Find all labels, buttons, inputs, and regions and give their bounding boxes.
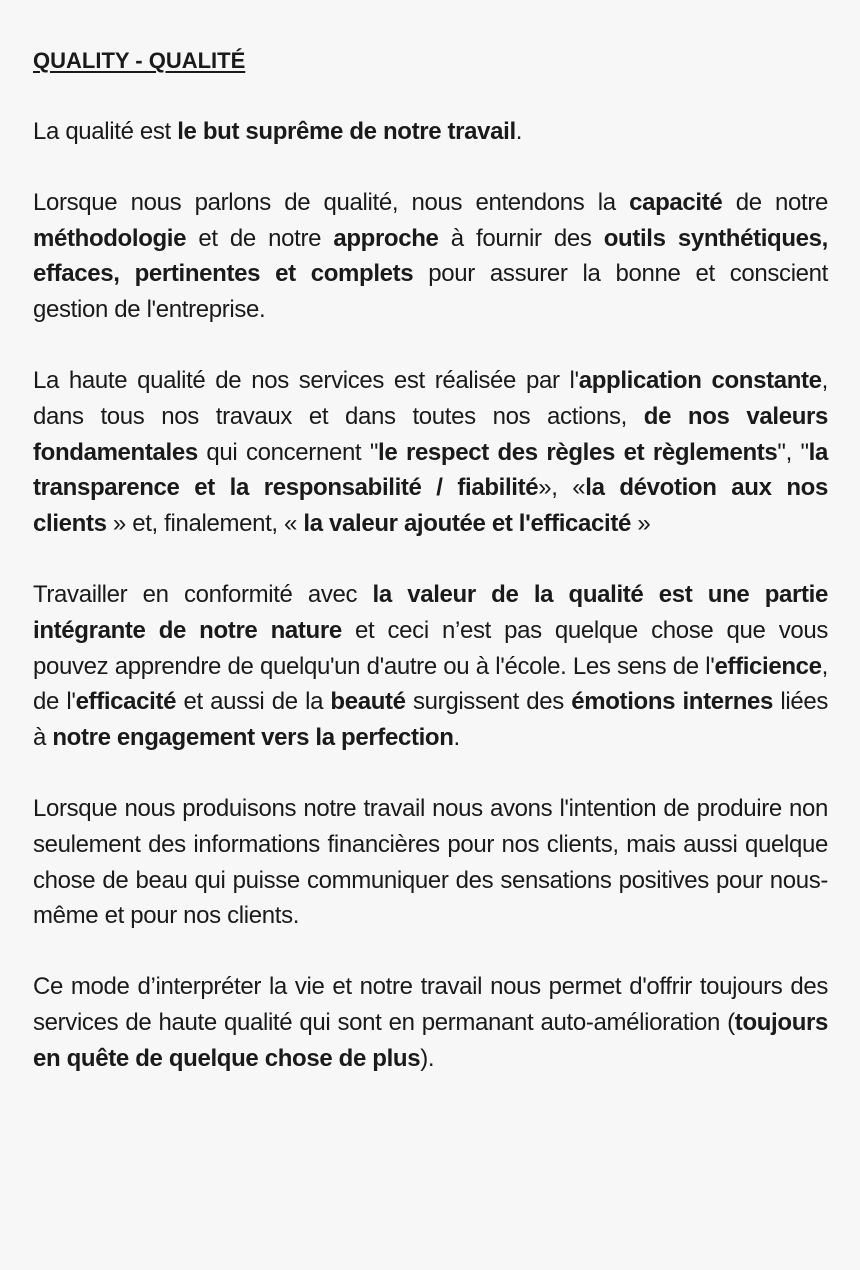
body-text: qui concernent " bbox=[197, 438, 379, 466]
body-text: , dans tous nos travaux et dans toutes nos actions, bbox=[33, 366, 828, 430]
body-text: et aussi de la bbox=[176, 688, 331, 716]
bold-text: toujours en quête de quelque chose de plus bbox=[33, 1008, 828, 1072]
bold-text: notre engagement vers la perfection bbox=[52, 724, 454, 752]
bold-text: efficacité bbox=[75, 688, 177, 716]
bold-text: la valeur ajoutée et l'efficacité bbox=[303, 510, 632, 538]
body-text: . bbox=[453, 724, 460, 752]
bold-text: le but suprême de notre travail bbox=[177, 118, 516, 145]
body-text: Lorsque nous parlons de qualité, nous entendons la bbox=[33, 188, 630, 216]
body-text: ", " bbox=[777, 438, 809, 466]
bold-text: approche bbox=[333, 224, 439, 252]
bold-text: beauté bbox=[330, 688, 406, 716]
document-body bbox=[33, 114, 828, 1077]
body-text: » et, finalement, « bbox=[106, 510, 304, 538]
bold-text: outils synthétiques, effaces, pertinentes et complets bbox=[33, 224, 828, 288]
bold-text: la dévotion aux nos clients bbox=[33, 474, 828, 538]
body-text: La haute qualité de nos services est réalisée par l' bbox=[33, 366, 579, 394]
bold-text: émotions internes bbox=[571, 688, 774, 716]
bold-text: de nos valeurs fondamentales bbox=[33, 402, 828, 466]
body-text: et ceci n’est pas quelque chose que vous pouvez apprendre de quelqu'un d'autre ou à l'école. Les sens de l' bbox=[33, 616, 829, 680]
body-text: Ce mode d’interpréter la vie et notre travail nous permet d'offrir toujours des services de haute qualité qui sont en permanant auto-amélioration ( bbox=[33, 973, 828, 1036]
body-text: », « bbox=[538, 474, 586, 502]
paragraph bbox=[33, 791, 828, 934]
bold-text: la transparence et la responsabilité / fiabilité bbox=[33, 438, 828, 502]
paragraph bbox=[33, 185, 828, 328]
paragraph bbox=[33, 969, 828, 1076]
bold-text: la valeur de la qualité est une partie intégrante de notre nature bbox=[33, 580, 828, 644]
body-text: pour assurer la bonne et conscient gestion de l'entreprise. bbox=[33, 260, 828, 324]
document-title: QUALITY - QUALITÉ bbox=[33, 48, 246, 73]
body-text: . bbox=[515, 118, 523, 145]
paragraph bbox=[33, 114, 828, 150]
paragraph bbox=[33, 363, 828, 542]
bold-text: efficience bbox=[714, 652, 822, 680]
body-text: à fournir des bbox=[438, 224, 604, 252]
body-text: liées à bbox=[33, 688, 828, 752]
bold-text: application constante bbox=[578, 366, 822, 394]
body-text: ). bbox=[420, 1044, 435, 1072]
bold-text: le respect des règles et règlements bbox=[378, 438, 778, 466]
body-text: et de notre bbox=[186, 224, 334, 252]
body-text: » bbox=[631, 510, 651, 538]
body-text: Lorsque nous produisons notre travail nous avons l'intention de produire non seulement des informations financières pour nos clients, mais aussi quelque chose de beau qui puisse communiquer des sensations positives pour nous-même et pour nos clients. bbox=[33, 794, 828, 930]
body-text: de notre bbox=[722, 188, 828, 216]
body-text: surgissent des bbox=[405, 688, 572, 716]
bold-text: capacité bbox=[629, 188, 723, 216]
body-text: La qualité est bbox=[33, 118, 178, 145]
body-text: , de l' bbox=[33, 652, 828, 716]
paragraph bbox=[33, 577, 828, 756]
bold-text: méthodologie bbox=[33, 224, 187, 252]
body-text: Travailler en conformité avec bbox=[33, 580, 373, 608]
